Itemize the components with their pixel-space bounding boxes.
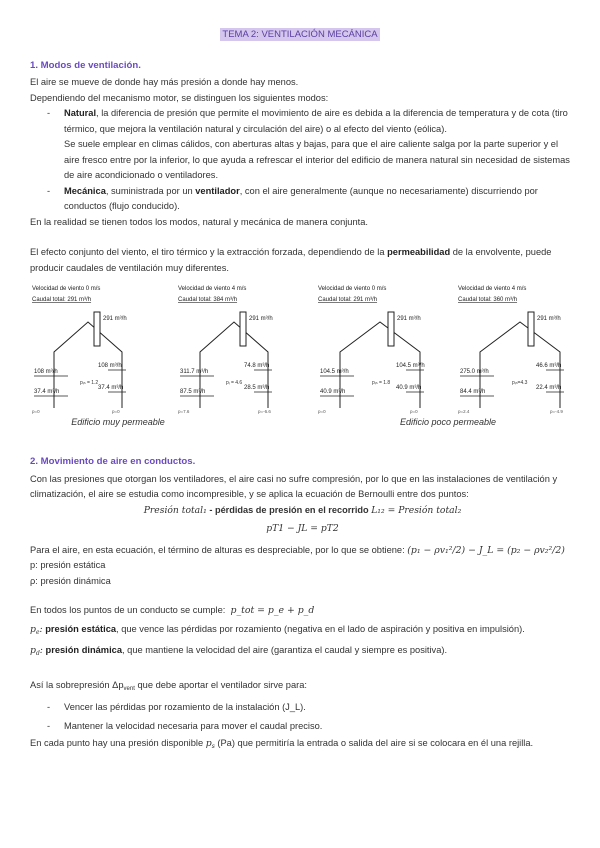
chimney [528, 312, 534, 346]
list-item: - Mecánica, suministrada por un ventilador, con el aire generalmente (aunque no necesariamente) discurriendo por conductos (flujo conducido). [47, 185, 538, 211]
flow-label: 275.0 m³/h [460, 369, 489, 375]
figure-caption: Edificio poco permeable [399, 417, 497, 427]
pressure-label: p=-4.9 [550, 409, 563, 414]
panel-wind-label: Velocidad de viento 4 m/s [458, 286, 527, 292]
flow-label: 291 m³/h [397, 316, 421, 322]
pressure-label: p=0 [318, 409, 326, 414]
paragraph: Así la sobrepresión $\Delta p_{vent}$ que debe aportar el ventilador sirve para: [30, 679, 307, 692]
flow-label: 37.4 m³/h [34, 389, 60, 395]
flow-label: 311.7 m³/h [180, 369, 209, 375]
flow-label: 22.4 m³/h [536, 385, 562, 391]
pressure-label: p=0 [410, 409, 418, 414]
paragraph: p: presión estática [30, 560, 106, 570]
panel-total-label: Caudal total: 384 m³/h [178, 297, 238, 303]
flow-label: 104.5 m³/h [396, 363, 425, 369]
paragraph: Dependiendo del mecanismo motor, se distinguen los siguientes modos: [30, 92, 329, 103]
paragraph: Se suele emplear en climas cálidos, con aberturas altas y bajas, para que el aire caliente salga por la parte superior y el aire fresco entre por la inferior, lo que ayuda a refrescar el interior del edificio de manera natural sin necesidad de sistemas de aire acondicionado o ventiladores. [64, 139, 570, 180]
pressure-label: pᵢₙ = 1.8 [372, 380, 391, 386]
pressure-label: pᵢₙ = 1.2 [80, 380, 99, 386]
flow-label: 291 m³/h [103, 316, 127, 322]
paragraph: En todos los puntos de un conducto se cumple: p_tot = p_e + p_d [30, 605, 315, 616]
chimney [388, 312, 394, 346]
panel-wind-label: Velocidad de viento 4 m/s [178, 286, 247, 292]
panel-wind-label: Velocidad de viento 0 m/s [32, 286, 101, 292]
list-item: - Natural, la diferencia de presión que permite el movimiento de aire es debida a la diferencia de temperatura y de cota (tiro térmico, que mejora la ventilación natural y circulación del aire) o al efecto del viento (eólica). Se suele emplear en climas cálidos, con aberturas altas y bajas, para que el aire caliente salga por la parte superior y el aire fresco entre por la inferior, lo que ayuda a refrescar el interior del edificio de manera natural sin necesidad de sistemas de aire acondicionado o ventiladores. [30, 106, 575, 184]
page-title: TEMA 2: VENTILACIÓN MECÁNICA [222, 29, 378, 40]
flow-label: 87.5 m³/h [180, 389, 206, 395]
figure-caption: Edificio muy permeable [71, 417, 165, 427]
panel-total-label: Caudal total: 291 m³/h [32, 297, 92, 303]
paragraph: Con las presiones que otorgan los ventiladores, el aire casi no sufre compresión, por lo que en las instalaciones de ventilación y climatización, el aire se estudia como incompresible, y se aplica la ecuación de Bernoulli entre dos puntos: [30, 473, 558, 499]
ventilation-figure [28, 282, 578, 434]
flow-label: 108 m³/h [34, 369, 58, 375]
paragraph: En cada punto hay una presión disponible $p_s$ (Pa) que permitiría la entrada o salida del aire si se colocara en él una rejilla. [30, 738, 534, 750]
flow-label: 84.4 m³/h [460, 389, 486, 395]
list-item: - Mantener la velocidad necesaria para mover el caudal preciso. [47, 720, 323, 731]
panel-wind-label: Velocidad de viento 0 m/s [318, 286, 387, 292]
panel-total-label: Caudal total: 291 m³/h [318, 297, 378, 303]
pressure-label: p=-6.6 [258, 409, 271, 414]
flow-label: 40.9 m³/h [396, 385, 422, 391]
pressure-label: p=0 [112, 409, 120, 414]
pressure-label: pᵢ = 4.6 [226, 380, 243, 386]
equation: p_tot = p_e + p_d [230, 605, 315, 616]
paragraph: $p_d$: presión dinámica, que mantiene la velocidad del aire (garantiza el caudal y siempre es positiva). [30, 645, 448, 657]
section-1-heading: 1. Modos de ventilación. [30, 60, 141, 71]
flow-label: 108 m³/h [98, 363, 122, 369]
chimney [240, 312, 246, 346]
flow-label: 291 m³/h [537, 316, 561, 322]
panel-total-label: Caudal total: 360 m³/h [458, 297, 518, 303]
equation: pT1 − JL = pT2 [266, 523, 339, 534]
paragraph: Para el aire, en esta ecuación, el término de alturas es despreciable, por lo que se obtiene: (p₁ − ρv₁²/2) − J_L = (p₂ − ρv₂²/2) [30, 544, 565, 556]
pressure-label: p=7.6 [178, 409, 190, 414]
section-1-body [30, 75, 575, 276]
paragraph: ρ: presión dinámica [30, 575, 111, 586]
equation: Presión total₁ - pérdidas de presión en el recorrido L₁₂ = Presión total₂ [143, 504, 462, 516]
equation: (p₁ − ρv₁²/2) − J_L = (p₂ − ρv₂²/2) [407, 544, 565, 556]
paragraph: En la realidad se tienen todos los modos, natural y mecánica de manera conjunta. [30, 216, 368, 227]
paragraph: $p_e$: presión estática, que vence las pérdidas por rozamiento (negativa en el lado de aspiración y positiva en impulsión). [30, 623, 525, 636]
list-item: - Vencer las pérdidas por rozamiento de la instalación (J_L). [47, 702, 306, 712]
pressure-label: pᵢₙ=4.3 [512, 380, 528, 386]
flow-label: 291 m³/h [249, 316, 273, 322]
flow-label: 46.6 m³/h [536, 363, 562, 369]
flow-label: 74.8 m³/h [244, 363, 270, 369]
section-1 [30, 58, 575, 74]
flow-label: 40.9 m³/h [320, 389, 346, 395]
flow-label: 104.5 m³/h [320, 369, 349, 375]
section-2-heading: 2. Movimiento de aire en conductos. [30, 456, 196, 467]
section-2 [30, 454, 575, 755]
paragraph: El aire se mueve de donde hay más presión a donde hay menos. [30, 77, 299, 87]
pressure-label: p=0 [32, 409, 40, 414]
flow-label: 37.4 m³/h [98, 385, 124, 391]
chimney [94, 312, 100, 346]
pressure-label: p=2.4 [458, 409, 470, 414]
flow-label: 28.5 m³/h [244, 385, 270, 391]
paragraph: El efecto conjunto del viento, el tiro térmico y la extracción forzada, dependiendo de la permeabilidad de la envolvente, puede producir caudales de ventilación muy diferentes. [30, 247, 552, 273]
